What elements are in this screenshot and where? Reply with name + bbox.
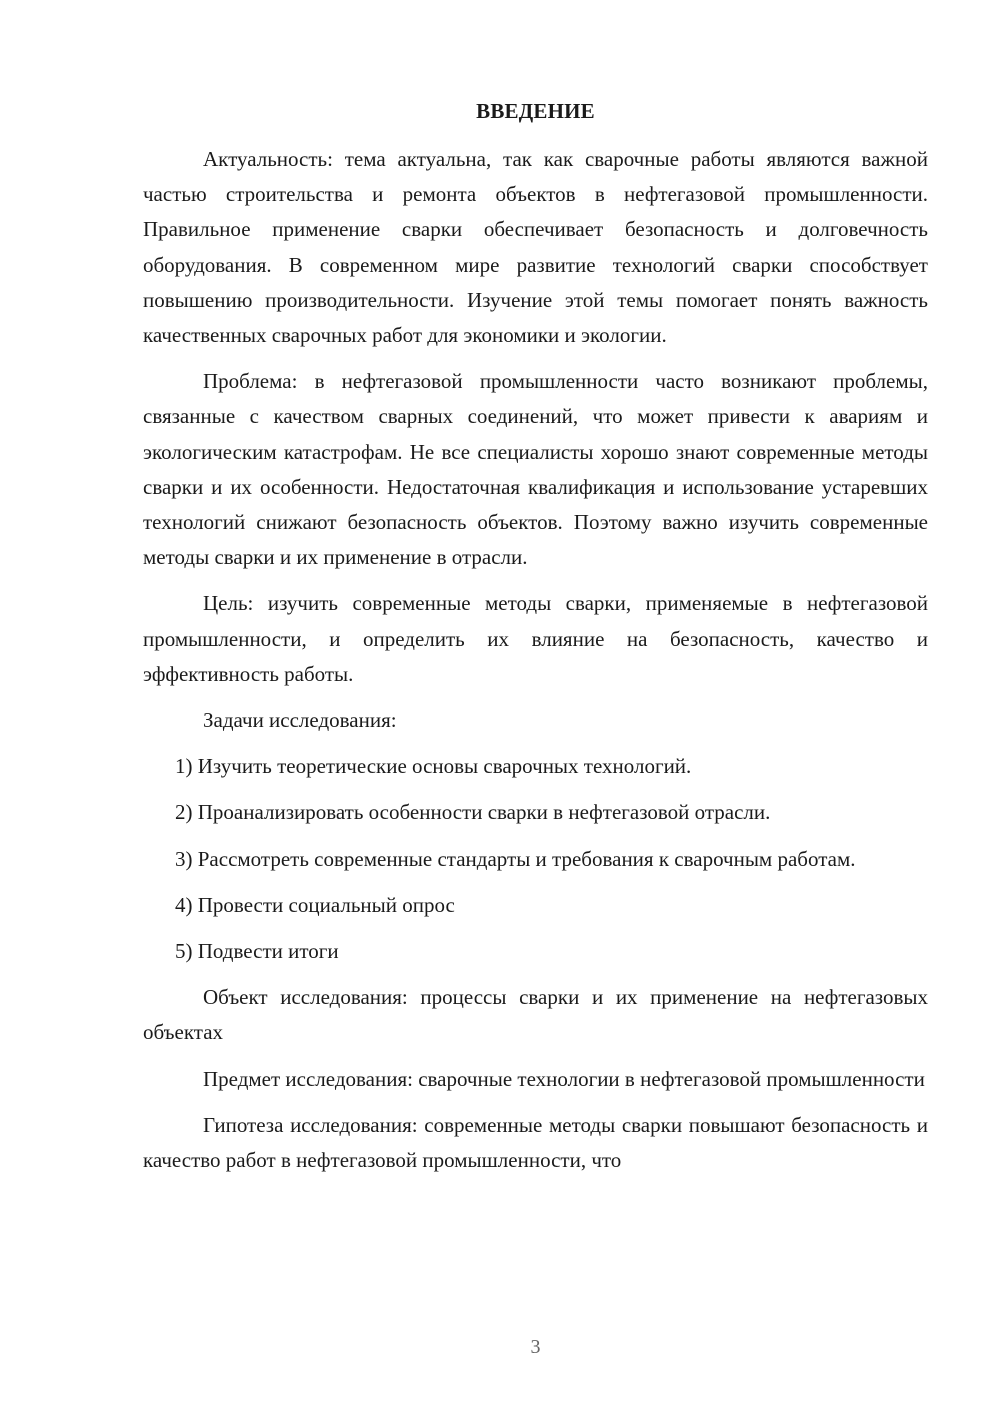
paragraph-relevance: Актуальность: тема актуальна, так как сварочные работы являются важной частью строительства и ремонта объектов в нефтегазовой промышленности. Правильное применение сварки обеспечивает безопасность и долговечность оборудования. В современном мире развитие технологий сварки способствует повышению производительности. Изучение этой темы помогает понять важность качественных сварочных работ для экономики и экологии. — [143, 147, 928, 348]
page-number: 3 — [530, 1336, 541, 1358]
paragraph-tasks-heading: Задачи исследования: — [203, 708, 397, 733]
task-item: 4) Провести социальный опрос — [175, 892, 455, 917]
task-item: 5) Подвести итоги — [175, 939, 339, 964]
task-item: 1) Изучить теоретические основы сварочных технологий. — [175, 754, 692, 779]
paragraph-hypothesis: Гипотеза исследования: современные методы сварки повышают безопасность и качество работ в нефтегазовой промышленности, что — [143, 1112, 928, 1173]
document-page — [143, 0, 928, 1414]
task-item: 3) Рассмотреть современные стандарты и требования к сварочным работам. — [175, 846, 856, 871]
paragraph-problem: Проблема: в нефтегазовой промышленности часто возникают проблемы, связанные с качеством сварных соединений, что может привести к авариям и экологическим катастрофам. Не все специалисты хорошо знают современные методы сварки и их особенности. Недостаточная квалификация и использование устаревших технологий снижают безопасность объектов. Поэтому важно изучить современные методы сварки и их применение в отрасли. — [143, 369, 928, 570]
section-title: ВВЕДЕНИЕ — [476, 99, 595, 123]
task-item: 2) Проанализировать особенности сварки в нефтегазовой отрасли. — [175, 800, 771, 825]
paragraph-object: Объект исследования: процессы сварки и их применение на нефтегазовых объектах — [143, 985, 928, 1045]
paragraph-goal: Цель: изучить современные методы сварки, применяемые в нефтегазовой промышленности, и определить их влияние на безопасность, качество и эффективность работы. — [143, 591, 928, 686]
document-body — [143, 142, 928, 1189]
paragraph-subject: Предмет исследования: сварочные технологии в нефтегазовой промышленности — [203, 1066, 925, 1091]
